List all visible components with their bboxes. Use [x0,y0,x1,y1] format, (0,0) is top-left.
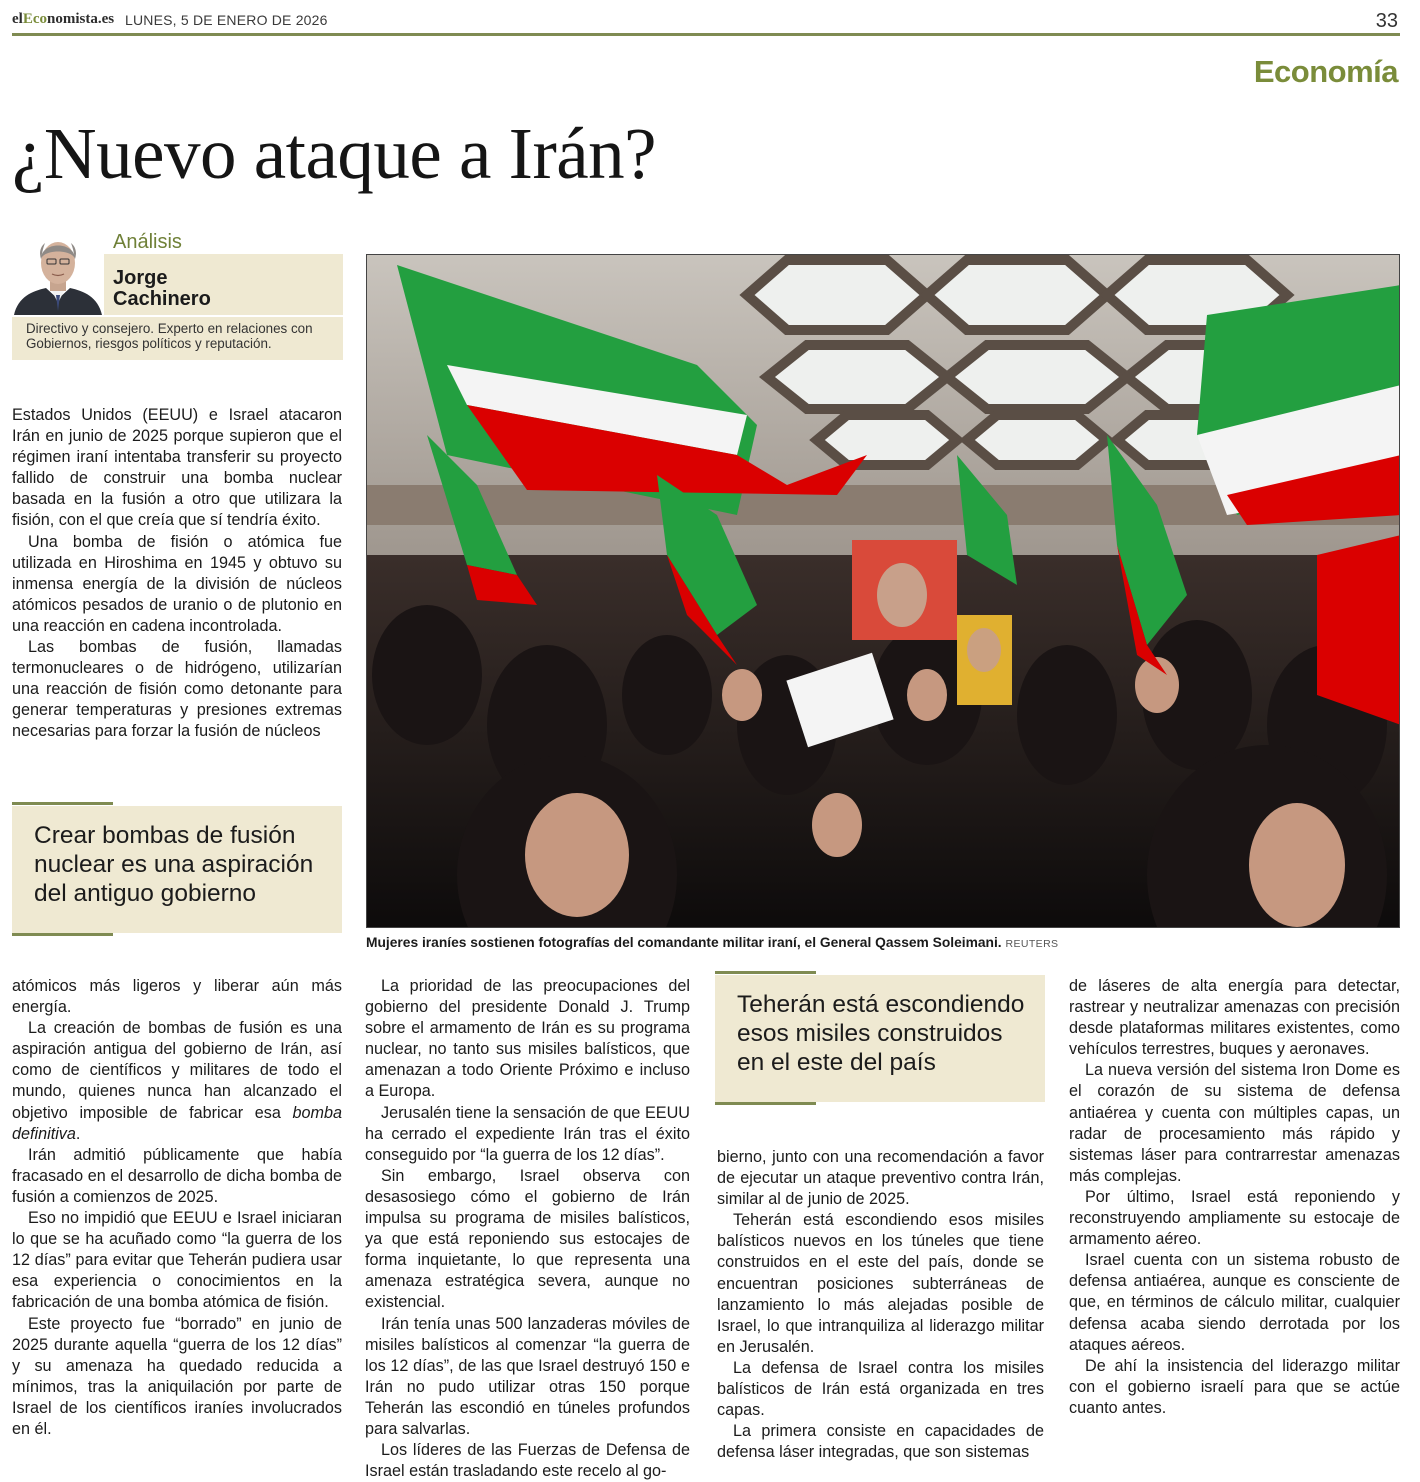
paragraph: La creación de bombas de fusión es una aspiración antigua del gobierno de Irán, así como de científicos y militares de todo el mundo, quienes nunca han alcanzado el objetivo imposible de fabricar esa bomba definitiva. [12,1019,342,1143]
header-rule [12,33,1400,36]
section-title: Economía [1253,54,1398,89]
author-name[interactable]: Jorge Cachinero [113,267,211,310]
paragraph: atómicos más ligeros y liberar aún más energía. [12,977,342,1017]
paragraph: Las bombas de fusión, llamadas termonucleares o de hidrógeno, utilizarían una reacción de fisión como detonante para generar temperaturas y presiones extremas necesarias para forzar la fusión de núcleos [12,638,342,741]
paragraph: Eso no impidió que EEUU e Israel iniciaran lo que se ha acuñado como “la guerra de los 12 días” para evitar que Teherán pudiera usar esa experiencia o conocimientos en la fabricación de una bomba atómica de fisión. [12,1209,342,1312]
issue-date: LUNES, 5 DE ENERO DE 2026 [125,12,328,28]
author-bio: Directivo y consejero. Experto en relaciones con Gobiernos, riesgos políticos y reputación. [26,321,313,351]
author-divider [12,315,343,317]
article-photo [366,254,1400,928]
pullquote-rule [715,1102,816,1105]
paragraph: La defensa de Israel contra los misiles balísticos de Irán está organizada en tres capas. [717,1358,1044,1420]
paragraph: La nueva versión del sistema Iron Dome es el corazón de su sistema de defensa antiaérea y cuenta con múltiples capas, un radar de procesamiento más rápido y sistemas láser para contrarrestar amenazas más complejas. [1069,1061,1400,1185]
photo-caption: Mujeres iraníes sostienen fotografías del comandante militar iraní, el General Qassem Soleimani. REUTERS [366,935,1059,950]
headline: ¿Nuevo ataque a Irán? [12,113,657,194]
paragraph: Israel cuenta con un sistema robusto de defensa antiaérea, aunque es consciente de que, en términos de cálculo militar, cualquier defensa acaba siendo derrotada por los ataques aéreos. [1069,1251,1400,1354]
page-number: 33 [1375,10,1398,32]
body-column-3 [717,1147,1044,1463]
paragraph: La prioridad de las preocupaciones del gobierno del presidente Donald J. Trump sobre el armamento de Irán es su programa nuclear, no tanto sus misiles balísticos, que amenazan a todo Oriente Próximo e incluso a Europa. [365,977,690,1101]
paragraph: Irán tenía unas 500 lanzaderas móviles de misiles balísticos al comenzar “la guerra de los 12 días”, de las que Israel destruyó 150 e Irán no pudo utilizar otras 150 porque Teherán las escondió en túneles profundos para salvarlas. [365,1314,690,1438]
paragraph: Jerusalén tiene la sensación de que EEUU ha cerrado el expediente Irán tras el éxito conseguido por “la guerra de los 12 días”. [365,1103,690,1164]
author-photo [12,233,104,315]
body-column-1-bottom [12,976,342,1440]
paragraph: Sin embargo, Israel observa con desasosiego cómo el gobierno de Irán impulsa su programa de misiles balísticos, ya que está reponiendo sus estocajes de forma inquietante, lo que representa una amenaza estratégica severa, aunque no existencial. [365,1166,690,1312]
paragraph: de láseres de alta energía para detectar, rastrear y neutralizar amenazas con precisión desde plataformas militares existentes, como vehículos terrestres, buques y aeronaves. [1069,977,1400,1059]
paragraph: Teherán está escondiendo esos misiles balísticos nuevos en los túneles que tiene construidos en el este del país, donde se encuentran posiciones subterráneas de lanzamiento lo más alejadas posible de Israel, lo que intranquiliza al liderazgo militar en Jerusalén. [717,1211,1044,1356]
kicker: Análisis [113,231,182,253]
site-logo[interactable]: elEconomista.es [12,11,115,27]
pullquote: Teherán está escondiendo esos misiles construidos en el este del país [715,975,1045,1102]
pullquote-rule [12,802,113,805]
pullquote: Crear bombas de fusión nuclear es una aspiración del antiguo gobierno [12,806,342,933]
body-column-4 [1069,976,1400,1419]
paragraph: Los líderes de las Fuerzas de Defensa de Israel están trasladando este recelo al go- [365,1441,690,1481]
paragraph: Irán admitió públicamente que había fracasado en el desarrollo de dicha bomba de fusión a comienzos de 2025. [12,1145,342,1206]
rally-photo-illustration [367,255,1400,928]
photo-credit: REUTERS [1005,938,1059,950]
paragraph: bierno, junto con una recomendación a favor de ejecutar un ataque preventivo contra Irán, similar al de junio de 2025. [717,1148,1044,1209]
paragraph: Una bomba de fisión o atómica fue utilizada en Hiroshima en 1945 y obtuvo su inmensa energía de la división de núcleos atómicos pesados de uranio o de plutonio en una reacción en cadena incontrolada. [12,532,342,635]
paragraph: Por último, Israel está reponiendo y reconstruyendo ampliamente su estocaje de armamento aéreo. [1069,1187,1400,1249]
paragraph: Estados Unidos (EEUU) e Israel atacaron Irán en junio de 2025 porque supieron que el régimen iraní intentaba transferir su proyecto fallido de construir una bomba nuclear basada en la fusión a otro que utilizara la fisión, con el que creía que sí tendría éxito. [12,406,342,530]
pullquote-rule [715,971,816,974]
paragraph: De ahí la insistencia del liderazgo militar con el gobierno israelí para que se actúe cuanto antes. [1069,1356,1400,1417]
paragraph: Este proyecto fue “borrado” en junio de 2025 durante aquella “guerra de los 12 días” y su amenaza ha quedado reducida a mínimos, tras la aniquilación por parte de Israel de los científicos iraníes involucrados en él. [12,1314,342,1438]
body-column-2 [365,976,690,1482]
pullquote-rule [12,933,113,936]
body-column-1-top [12,405,342,743]
paragraph: La primera consiste en capacidades de defensa láser integradas, que son sistemas [717,1422,1044,1462]
